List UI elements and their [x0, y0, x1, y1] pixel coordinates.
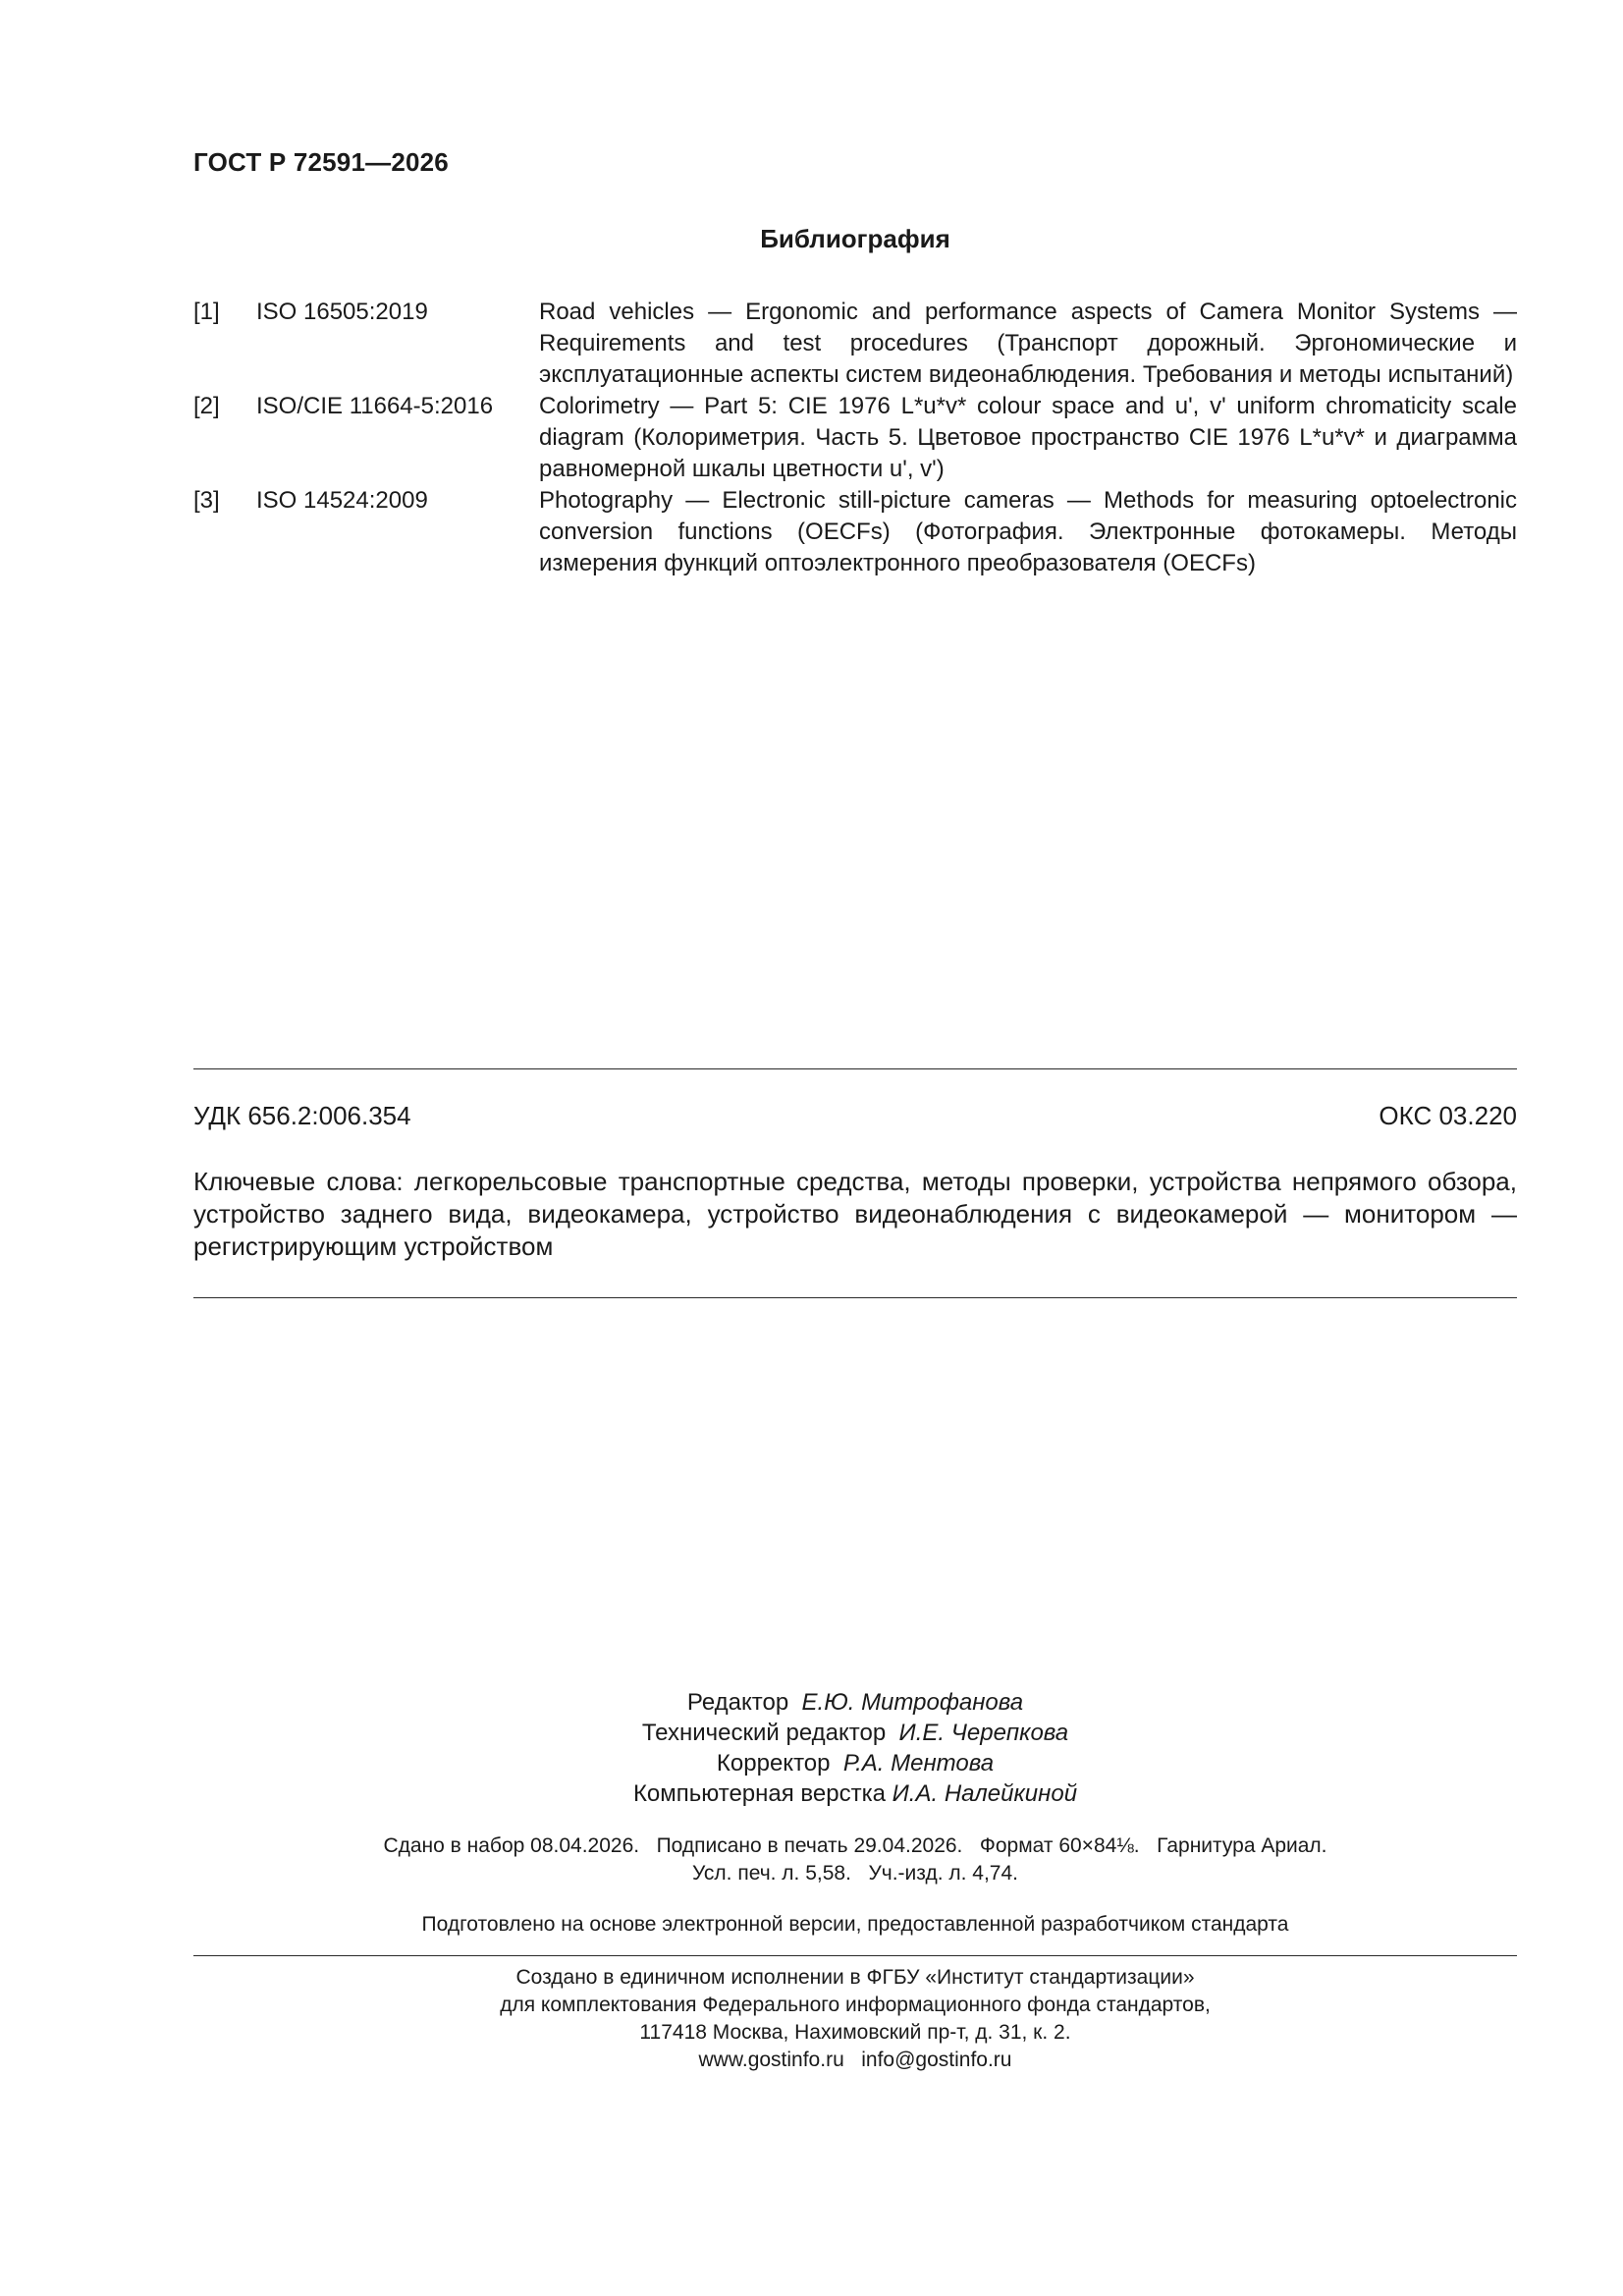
keywords: Ключевые слова: легкорельсовые транспортные средства, методы проверки, устройства непрямого обзора, устройство заднего вида, видеокамера, устройство видеонаблюдения с видеокамерой — монитором — регистрирующим устройством: [193, 1167, 1517, 1261]
print-info-line: Усл. печ. л. 5,58. Уч.-изд. л. 4,74.: [691, 1862, 1018, 1885]
credit-layout: [193, 1778, 1517, 1809]
credit-editor: [193, 1687, 1517, 1718]
oks-code: ОКС 03.220: [1379, 1101, 1517, 1130]
bibliography-entry: [193, 391, 1517, 485]
publisher-line: для комплектования Федерального информационного фонда стандартов,: [500, 1994, 1211, 2016]
credit-proofreader: [193, 1748, 1517, 1778]
divider-top: [193, 1068, 1517, 1069]
credit-role: Редактор: [686, 1689, 789, 1716]
bibliography-list: [193, 297, 1517, 579]
credit-role: Компьютерная верстка: [632, 1780, 886, 1807]
bibliography-entry-code: ISO/CIE 11664-5:2016: [256, 393, 494, 419]
publisher-contacts: www.gostinfo.ru info@gostinfo.ru: [698, 2049, 1012, 2071]
divider-bottom: [193, 1955, 1517, 1956]
publisher-info: [193, 1964, 1517, 2074]
divider-keywords: [193, 1297, 1517, 1298]
credit-technical-editor: [193, 1718, 1517, 1748]
udk-code: УДК 656.2:006.354: [193, 1101, 411, 1130]
bibliography-entry-text: Colorimetry — Part 5: CIE 1976 L*u*v* colour space and u', v' uniform chromaticity scale diagram (Колориметрия. Часть 5. Цветовое пространство CIE 1976 L*u*v* и диаграмма равномерной шкалы цветности u', v'): [539, 393, 1517, 482]
bibliography-entry: [193, 297, 1517, 391]
credit-name: И.А. Налейкиной: [892, 1780, 1078, 1807]
bibliography-entry-text: Road vehicles — Ergonomic and performance aspects of Camera Monitor Systems — Requirements and test procedures (Транспорт дорожный. Эргономические и эксплуатационные аспекты систем видеонаблюдения. Требования и методы испытаний): [539, 299, 1517, 388]
credit-role: Технический редактор: [641, 1720, 887, 1746]
credit-name: Е.Ю. Митрофанова: [801, 1689, 1024, 1716]
print-info: [193, 1832, 1517, 1887]
publisher-line: 117418 Москва, Нахимовский пр-т, д. 31, к. 2.: [639, 2021, 1071, 2044]
bibliography-entry-code: ISO 14524:2009: [256, 487, 428, 514]
bibliography-entry-number: [3]: [193, 487, 220, 514]
credit-name: Р.А. Ментова: [842, 1750, 995, 1777]
credit-name: И.Е. Черепкова: [898, 1720, 1069, 1746]
document-id: ГОСТ Р 72591—2026: [193, 147, 449, 177]
bibliography-entry-text: Photography — Electronic still-picture cameras — Methods for measuring optoelectronic conversion functions (OECFs) (Фотография. Электронные фотокамеры. Методы измерения функций оптоэлектронного преобразователя (OECFs): [539, 487, 1517, 576]
bibliography-entry-code: ISO 16505:2019: [256, 299, 428, 325]
credits-block: [193, 1687, 1517, 1809]
prepared-note: Подготовлено на основе электронной версии, предоставленной разработчиком стандарта: [421, 1913, 1289, 1936]
bibliography-entry-number: [1]: [193, 299, 220, 325]
publisher-line: Создано в единичном исполнении в ФГБУ «Институт стандартизации»: [515, 1966, 1195, 1989]
bibliography-entry: [193, 485, 1517, 579]
bibliography-title: Библиография: [760, 224, 950, 253]
print-info-line: Сдано в набор 08.04.2026. Подписано в печать 29.04.2026. Формат 60×84⅛. Гарнитура Ариал.: [383, 1834, 1327, 1857]
classification-row: [193, 1101, 1517, 1131]
credit-role: Корректор: [716, 1750, 831, 1777]
bibliography-entry-number: [2]: [193, 393, 220, 419]
